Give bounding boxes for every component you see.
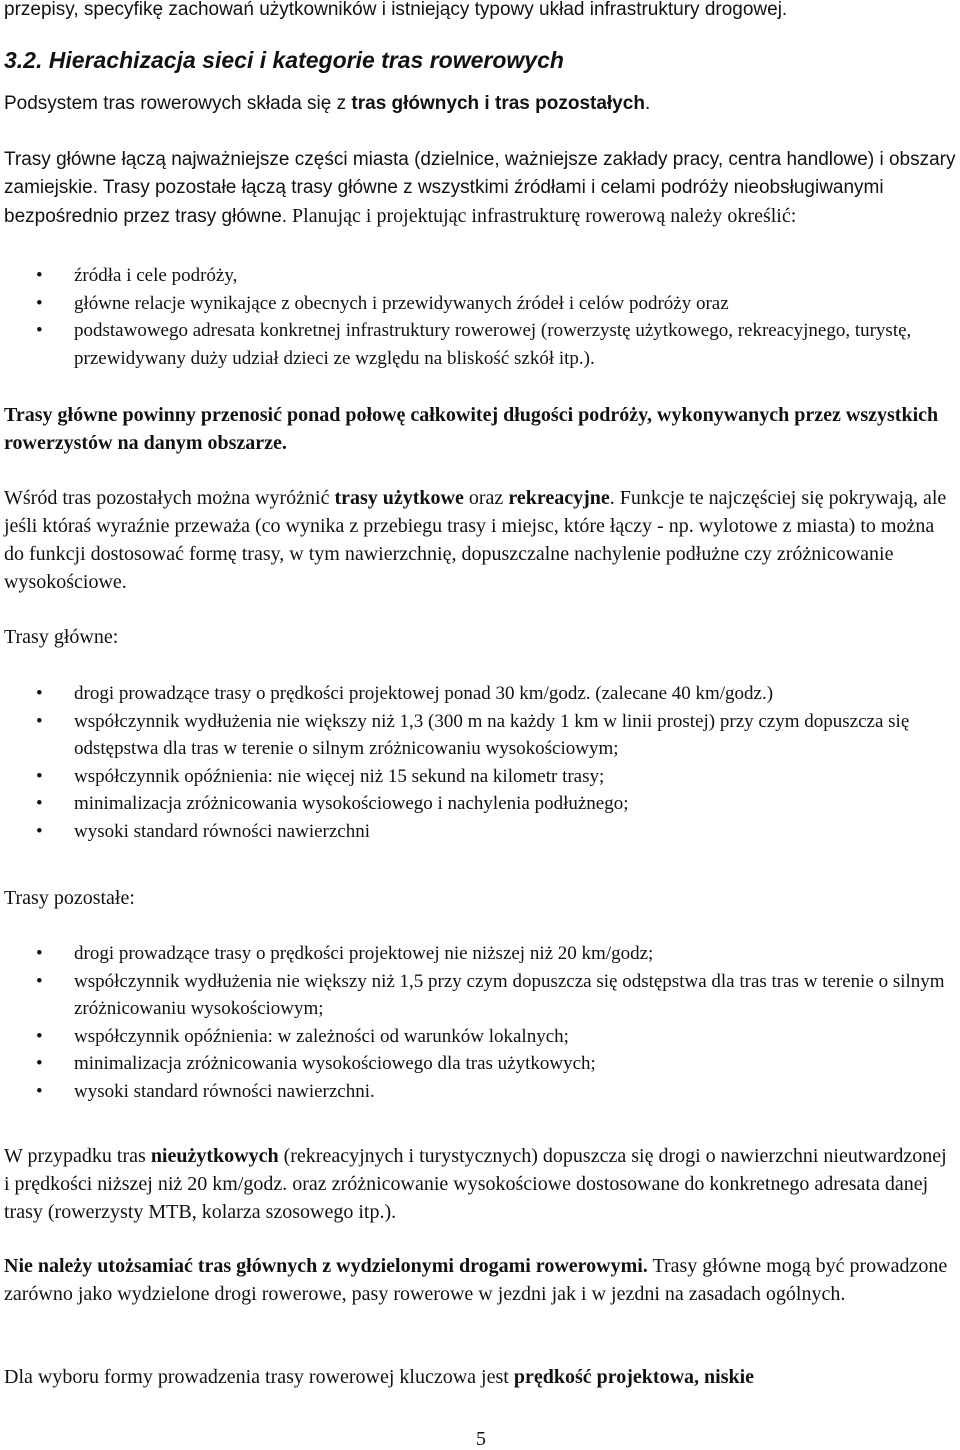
other-routes-list	[4, 940, 956, 1105]
list-item: • drogi prowadzące trasy o prędkości projektowej nie niższej niż 20 km/godz;	[36, 943, 654, 964]
section-heading: 3.2. Hierachizacja sieci i kategorie tras rowerowych	[4, 47, 564, 73]
list-item: • minimalizacja zróżnicowania wysokościowego dla tras użytkowych;	[36, 1053, 596, 1074]
main-routes-label: Trasy główne:	[4, 626, 119, 648]
list-item: • główne relacje wynikające z obecnych i przewidywanych źródeł i celów podróży oraz	[36, 292, 729, 314]
list-item: • podstawowego adresata konkretnej infrastruktury rowerowej (rowerzystę użytkowego, rekreacyjnego, turystę, przewidywany duży udział dzieci ze względu na bliskość szkół itp.).	[36, 320, 912, 369]
main-routes-emphasis: Trasy główne powinny przenosić ponad połowę całkowitej długości podróży, wykonywanych przez wszystkich rowerzystów na danym obszarze.	[4, 404, 939, 454]
separation-paragraph: Nie należy utożsamiać tras głównych z wydzielonymi drogami rowerowymi. Trasy główne mogą być prowadzone zarówno jako wydzielone drogi rowerowe, pasy rowerowe w jezdni jak i w jezdni na zasadach ogólnych.	[4, 1255, 948, 1305]
planning-list	[4, 262, 956, 372]
list-item: • współczynnik wydłużenia nie większy niż 1,5 przy czym dopuszcza się odstępstwa dla tras tras w terenie o silnym zróżnicowaniu wysokościowym;	[36, 970, 945, 1019]
list-item: • wysoki standard równości nawierzchni.	[36, 1080, 375, 1102]
intro-paragraph: Podsystem tras rowerowych składa się z tras głównych i tras pozostałych.	[4, 93, 651, 114]
list-item: • współczynnik opóźnienia: nie więcej niż 15 sekund na kilometr trasy;	[36, 765, 605, 787]
top-line: przepisy, specyfikę zachowań użytkowników i istniejący typowy układ infrastruktury drogowej.	[4, 0, 788, 20]
other-routes-label: Trasy pozostałe:	[4, 887, 135, 909]
design-speed-paragraph: Dla wyboru formy prowadzenia trasy rowerowej kluczowa jest prędkość projektowa, niskie	[4, 1366, 755, 1388]
list-item: • minimalizacja zróżnicowania wysokościowego i nachylenia podłużnego;	[36, 793, 629, 814]
list-item: • źródła i cele podróży,	[36, 265, 238, 286]
other-routes-paragraph: Wśród tras pozostałych można wyróżnić trasy użytkowe oraz rekreacyjne. Funkcje te najczęściej się pokrywają, ale jeśli któraś wyraźnie przeważa (co wynika z przebiegu trasy i miejsc, które łączy - np. wylotowe z miasta) to można do funkcji dostosować formę trasy, w tym nawierzchnię, dopuszczalne nachylenie podłużne czy zróżnicowanie wysokościowe.	[4, 487, 947, 593]
list-item: • współczynnik wydłużenia nie większy niż 1,3 (300 m na każdy 1 km w linii prostej) przy czym dopuszcza się odstępstwa dla tras w terenie o silnym zróżnicowaniu wysokościowym;	[36, 710, 910, 759]
recreational-paragraph: W przypadku tras nieużytkowych (rekreacyjnych i turystycznych) dopuszcza się drogi o nawierzchni nieutwardzonej i prędkości niższej niż 20 km/godz. oraz zróżnicowanie wysokościowe dostosowane do konkretnego adresata danej trasy (rowerzysty MTB, kolarza szosowego itp.).	[4, 1145, 947, 1223]
routes-paragraph: Trasy główne łączą najważniejsze części miasta (dzielnice, ważniejsze zakłady pracy, centra handlowe) i obszary zamiejskie. Trasy pozostałe łączą trasy główne z wszystkimi źródłami i celami podróży nieobsługiwanymi bezpośrednio przez trasy główne. Planując i projektując infrastrukturę rowerową należy określić:	[4, 149, 956, 227]
list-item: • wysoki standard równości nawierzchni	[36, 820, 371, 842]
page-number: 5	[476, 1428, 486, 1450]
list-item: • współczynnik opóźnienia: w zależności od warunków lokalnych;	[36, 1025, 569, 1047]
main-routes-list	[4, 680, 956, 845]
list-item: • drogi prowadzące trasy o prędkości projektowej ponad 30 km/godz. (zalecane 40 km/godz.)	[36, 683, 774, 704]
